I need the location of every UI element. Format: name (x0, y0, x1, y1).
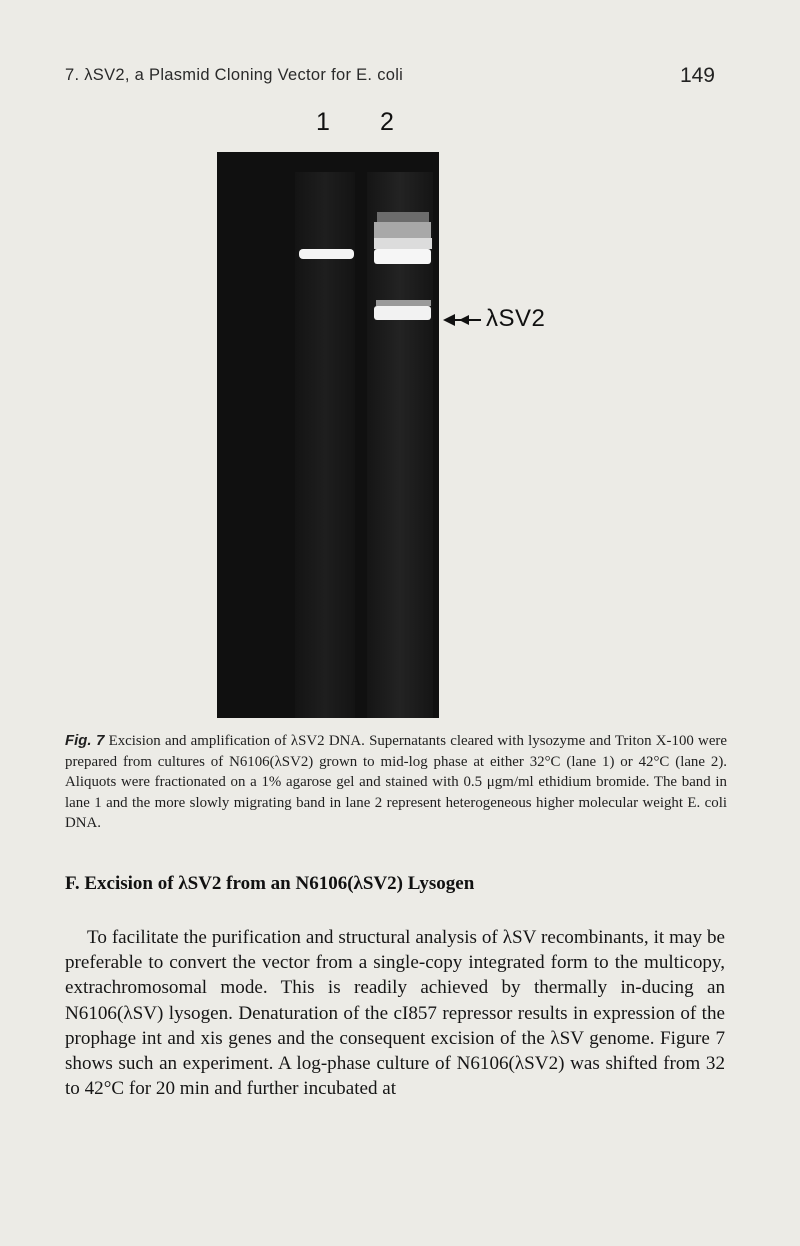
lane-2-smear-3 (374, 238, 432, 249)
figure-label: Fig. 7 (65, 733, 105, 749)
lane-2-smear-2 (374, 222, 431, 238)
section-heading: F. Excision of λSV2 from an N6106(λSV2) Lysogen (65, 873, 475, 894)
caption-text: Excision and amplification of λSV2 DNA. Supernatants cleared with lysozyme and Triton X-100 were prepared from cultures of N6106(λSV2) grown to mid-log phase at either 32°C (lane 1) or 42°C (lane 2). Aliquots were fractionated on a 1% agarose gel and stained with 0.5 μgm/ml ethidium bromide. The band in lane 1 and the more slowly migrating band in lane 2 represent heterogeneous higher molecular weight E. coli DNA. (65, 733, 727, 831)
lane-label-1: 1 (316, 108, 330, 136)
gel-photograph (217, 152, 439, 718)
band-marker (443, 305, 588, 335)
gel-image (217, 152, 439, 718)
lane-2-band-halo (376, 300, 431, 306)
arrow-left-icon (443, 312, 483, 328)
page-number: 149 (679, 64, 715, 87)
lane-2-lsv2-band (374, 306, 431, 320)
band-label: λSV2 (486, 305, 546, 332)
figure-caption (65, 731, 727, 834)
running-title: 7. λSV2, a Plasmid Cloning Vector for E. coli (65, 66, 404, 84)
paragraph: To facilitate the purification and structural analysis of λSV recombinants, it may be preferable to convert the vector from a single-copy integrated form to the multicopy, extrachromosomal mode. This is readily achieved by thermally in-ducing an N6106(λSV) lysogen. Denaturation of the cI857 repressor results in expression of the prophage int and xis genes and the consequent excision of the λSV genome. Figure 7 shows such an experiment. A log-phase culture of N6106(λSV2) was shifted from 32 to 42°C for 20 min and further incubated at (65, 927, 725, 1100)
running-head (65, 66, 715, 90)
body-text (65, 925, 725, 1101)
lane-label-2: 2 (380, 108, 394, 136)
lane-2-upper-band (374, 249, 431, 264)
lane-2-smear-1 (377, 212, 429, 222)
lane-1-band (299, 249, 354, 259)
